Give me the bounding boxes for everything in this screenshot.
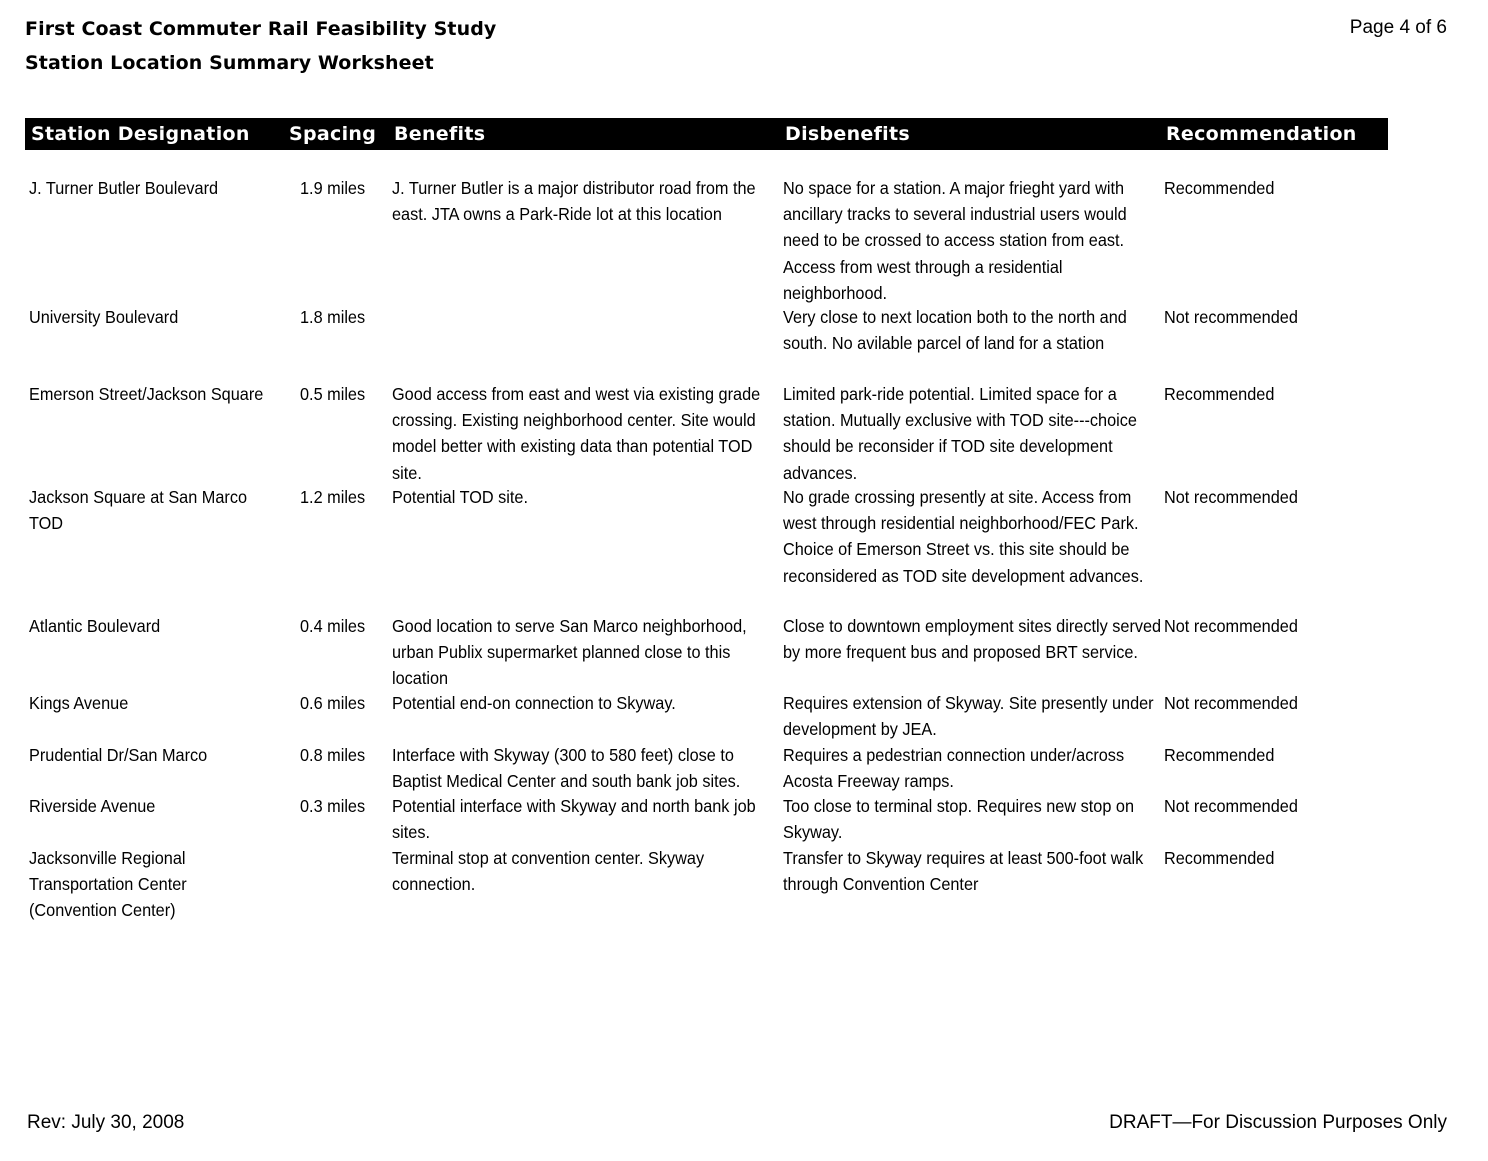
station-cell: Emerson Street/Jackson Square [29,384,264,404]
recommendation-cell: Not recommended [1164,487,1298,507]
worksheet-subtitle: Station Location Summary Worksheet [25,52,434,74]
recommendation-cell: Not recommended [1164,796,1298,816]
recommendation-cell: Recommended [1164,178,1275,198]
column-header-spacing: Spacing [289,123,377,145]
disbenefits-cell: No grade crossing presently at site. Access from west through residential neighborhood/FEC Park. Choice of Emerson Street vs. this site should be reconsidered as TOD site development advances. [783,487,1144,586]
revision-date: Rev: July 30, 2008 [27,1112,185,1133]
recommendation-cell: Not recommended [1164,616,1298,636]
benefits-cell: Potential end-on connection to Skyway. [392,693,676,713]
station-cell: Prudential Dr/San Marco [29,745,208,765]
spacing-cell: 1.9 miles [300,178,366,198]
station-cell: Riverside Avenue [29,796,156,816]
disbenefits-cell: Limited park-ride potential. Limited space for a station. Mutually exclusive with TOD site---choice should be reconsider if TOD site development advances. [783,384,1137,483]
document-title: First Coast Commuter Rail Feasibility Study [25,18,497,40]
recommendation-cell: Not recommended [1164,693,1298,713]
station-cell: Jacksonville Regional Transportation Center (Convention Center) [29,848,187,921]
benefits-cell: Good location to serve San Marco neighborhood, urban Publix supermarket planned close to this location [392,616,747,689]
recommendation-cell: Recommended [1164,384,1275,404]
station-cell: Atlantic Boulevard [29,616,161,636]
spacing-cell: 0.3 miles [300,796,366,816]
station-cell: University Boulevard [29,307,179,327]
disbenefits-cell: No space for a station. A major frieght yard with ancillary tracks to several industrial users would need to be crossed to access station from east. Access from west through a residential neighborhood. [783,178,1127,303]
disbenefits-cell: Requires extension of Skyway. Site presently under development by JEA. [783,693,1154,740]
spacing-cell: 1.2 miles [300,487,366,507]
spacing-cell: 0.4 miles [300,616,366,636]
station-cell: J. Turner Butler Boulevard [29,178,219,198]
spacing-cell: 0.5 miles [300,384,366,404]
spacing-cell: 0.6 miles [300,693,366,713]
column-header-recommendation: Recommendation [1166,123,1357,145]
recommendation-cell: Recommended [1164,745,1275,765]
spacing-cell: 1.8 miles [300,307,366,327]
page-number: Page 4 of 6 [1349,17,1447,38]
disbenefits-cell: Transfer to Skyway requires at least 500-foot walk through Convention Center [783,848,1144,895]
benefits-cell: J. Turner Butler is a major distributor road from the east. JTA owns a Park-Ride lot at this location [392,178,756,225]
disbenefits-cell: Close to downtown employment sites directly served by more frequent bus and proposed BRT service. [783,616,1162,663]
benefits-cell: Terminal stop at convention center. Skyway connection. [392,848,705,895]
draft-notice: DRAFT—For Discussion Purposes Only [1109,1112,1447,1133]
column-header-station: Station Designation [31,123,250,145]
benefits-cell: Potential interface with Skyway and north bank job sites. [392,796,756,843]
benefits-cell: Interface with Skyway (300 to 580 feet) close to Baptist Medical Center and south bank job sites. [392,745,741,792]
spacing-cell: 0.8 miles [300,745,366,765]
disbenefits-cell: Too close to terminal stop. Requires new stop on Skyway. [783,796,1135,843]
column-header-disbenefits: Disbenefits [785,123,910,145]
benefits-cell: Potential TOD site. [392,487,528,507]
station-cell: Kings Avenue [29,693,129,713]
benefits-cell: Good access from east and west via existing grade crossing. Existing neighborhood center. Site would model better with existing data than potential TOD site. [392,384,761,483]
recommendation-cell: Not recommended [1164,307,1298,327]
column-header-benefits: Benefits [394,123,486,145]
recommendation-cell: Recommended [1164,848,1275,868]
disbenefits-cell: Requires a pedestrian connection under/across Acosta Freeway ramps. [783,745,1125,792]
station-cell: Jackson Square at San Marco TOD [29,487,248,534]
disbenefits-cell: Very close to next location both to the north and south. No avilable parcel of land for a station [783,307,1127,354]
